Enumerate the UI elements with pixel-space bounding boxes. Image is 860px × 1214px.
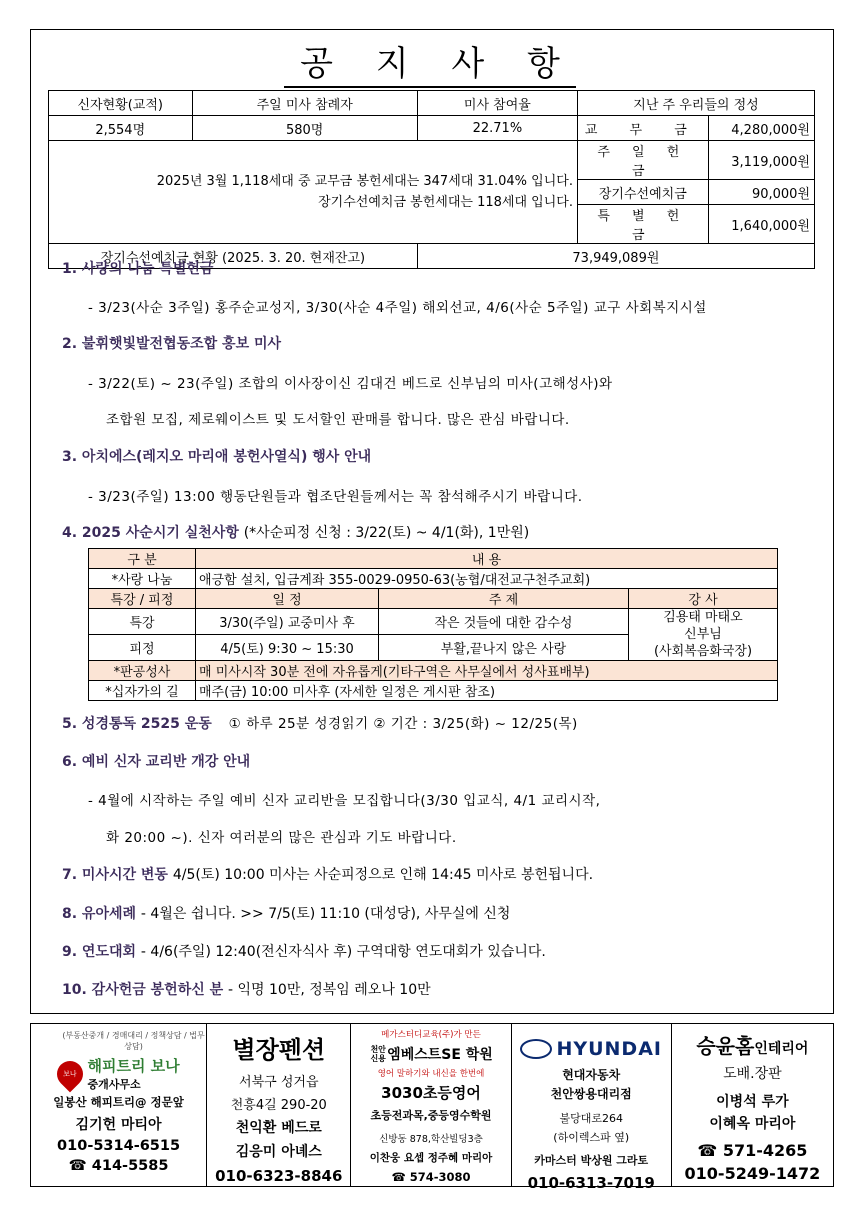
lent-row-label: *판공성사 [89,661,196,681]
offering-value: 3,119,000원 [708,141,814,180]
offering-label: 특 별 헌 금 [577,205,708,244]
ad-interior: 승윤홈인테리어 도배.장판 이병석 루가 이혜옥 마리아 ☎ 571-4265 010-5249-1472 [684,1034,821,1183]
header-offerings: 지난 주 우리들의 정성 [577,91,814,116]
section-7-text: 4/5(토) 10:00 미사는 사순피정으로 인해 14:45 미사로 봉헌됩니다. [172,867,594,883]
section-2-text-2: 조합원 모집, 제로웨이스트 및 도서할인 판매를 합니다. 많은 관심 바랍니다. [106,412,570,428]
ad-hyundai: HYUNDAI 현대자동차 천안쌍용대리점 불당대로264 (하이렉스파 옆) 카마스터 박상원 그라토 010-6313-7019 [512,1024,672,1186]
lent-speaker: 김용태 마태오 신부님 (사회복음화국장) [629,609,778,661]
members-value: 2,554명 [49,116,193,141]
section-5-text: ① 하루 25분 성경읽기 ② 기간 : 3/25(화) ~ 12/25(목) [228,716,578,732]
ad-pension: 별장펜션 서북구 성거읍 천흥4길 290-20 천익환 베드로 김응미 아녜스 010-6323-8846 [207,1024,351,1186]
section-9-text: - 4/6(주일) 12:40(전신자식사 후) 구역대항 연도대회가 있습니다. [140,944,546,960]
section-2-title: 2. 불휘햇빛발전협동조합 홍보 미사 [62,336,282,352]
household-note-2: 장기수선예치금 봉헌세대는 118세대 입니다. [318,195,573,210]
lent-row-label: *십자가의 길 [89,681,196,701]
lent-row-date: 3/30(주일) 교중미사 후 [196,609,379,635]
offering-value: 4,280,000원 [708,116,814,141]
fund-value: 73,949,089원 [417,244,814,269]
offering-value: 1,640,000원 [708,205,814,244]
lent-header-topic: 주 제 [379,589,629,609]
section-3-text: - 3/23(주일) 13:00 행동단원들과 협조단원들께서는 꼭 참석해주시기 바랍니다. [88,489,583,505]
hyundai-logo-icon [520,1039,552,1059]
section-4-title: 4. 2025 사순시기 실천사항 (*사순피정 신청 : 3/22(토) ~ 4/1(화), 1만원) [62,525,530,541]
section-3-title: 3. 아치에스(레지오 마리애 봉헌사열식) 행사 안내 [62,449,372,465]
header-members: 신자현황(교적) [49,91,193,116]
offering-label: 장기수선예치금 [577,180,708,205]
section-6-text-2: 화 20:00 ~). 신자 여러분의 많은 관심과 기도 바랍니다. [106,830,457,846]
fund-label: 장기수선예치금 현황 (2025. 3. 20. 현재잔고) [49,244,418,269]
lent-row-label: 피정 [89,635,196,661]
section-8-title: 8. 유아세례 - 4월은 쉽니다. >> 7/5(토) 11:10 (대성당), 사무실에 신청 [62,906,511,922]
lent-row-value: 매주(금) 10:00 미사후 (자세한 일정은 게시판 참조) [196,681,778,701]
lent-row-value: 애긍함 설치, 입금계좌 355-0029-0950-63(농협/대전교구천주교회) [196,569,778,589]
section-6-text-1: - 4월에 시작하는 주일 예비 신자 교리반을 모집합니다(3/30 입교식, 4/1 교리시작, [88,793,601,809]
offering-label: 교 무 금 [577,116,708,141]
ad-happytree: (부동산중개 / 경매대리 / 정책상담 / 법무상담) 보나 해피트리 보나 중개사무소 일봉산 해피트리@ 정문앞 김기헌 마티아 010-5314-6515 ☎ 414-5585 [31,1024,207,1186]
section-8-text: - 4월은 쉽니다. >> 7/5(토) 11:10 (대성당), 사무실에 신청 [140,906,511,922]
header-rate: 미사 참여율 [417,91,577,116]
lent-row-label: *사랑 나눔 [89,569,196,589]
page-title: 공 지 사 항 [0,36,860,85]
offering-label: 주 일 헌 금 [577,141,708,180]
lent-row-topic: 부활,끝나지 않은 사랑 [379,635,629,661]
ad-academy: 메가스터디교육(주)가 만든 천안 신용 엠베스트SE 학원 영어 말하기와 내신을 한번에 3030초등영어 초등전과목,중등영수학원 신방동 878,학산빌딩3층 이찬웅 요셉 정주혜 마리아 ☎ 574-3080 [351,1024,511,1186]
stats-table [48,90,815,269]
header-attendance: 주일 미사 참례자 [192,91,417,116]
lent-header-date: 일 정 [196,589,379,609]
rate-value: 22.71% [417,116,577,141]
lent-header-content: 내 용 [196,549,778,569]
section-10-title: 10. 감사헌금 봉헌하신 분 - 익명 10만, 정복임 레오나 10만 [62,982,431,998]
section-9-title: 9. 연도대회 - 4/6(주일) 12:40(전신자식사 후) 구역대항 연도대회가 있습니다. [62,944,546,960]
section-4-note: (*사순피정 신청 : 3/22(토) ~ 4/1(화), 1만원) [243,525,530,541]
section-7-title: 7. 미사시간 변동 4/5(토) 10:00 미사는 사순피정으로 인해 14:45 미사로 봉헌됩니다. [62,867,594,883]
lent-row-topic: 작은 것들에 대한 감수성 [379,609,629,635]
household-note-1: 2025년 3월 1,118세대 중 교무금 봉헌세대는 347세대 31.04% 입니다. [156,174,573,189]
lent-table [88,548,778,701]
heart-icon: 보나 [52,1055,89,1092]
lent-row-value: 매 미사시작 30분 전에 자유롭게(기타구역은 사무실에서 성사표배부) [196,661,778,681]
section-10-text: - 익명 10만, 정복임 레오나 10만 [228,982,431,998]
section-6-title: 6. 예비 신자 교리반 개강 안내 [62,754,251,770]
household-note [49,141,578,244]
attendance-value: 580명 [192,116,417,141]
lent-header-type: 특강 / 피정 [89,589,196,609]
section-1-text: - 3/23(사순 3주일) 홍주순교성지, 3/30(사순 4주일) 해외선교, 4/6(사순 5주일) 교구 사회복지시설 [88,300,707,316]
lent-row-label: 특강 [89,609,196,635]
lent-row-date: 4/5(토) 9:30 ~ 15:30 [196,635,379,661]
section-2-text-1: - 3/22(토) ~ 23(주일) 조합의 이사장이신 김대건 베드로 신부님의 미사(고해성사)와 [88,376,613,392]
sponsor-ads [30,1023,834,1192]
section-5-title: 5. 성경통독 2525 운동 ① 하루 25분 성경읽기 ② 기간 : 3/25(화) ~ 12/25(목) [62,716,578,732]
lent-header-speaker: 강 사 [629,589,778,609]
section-1-title: 1. 사랑의 나눔 특별헌금 [62,261,214,277]
lent-header-category: 구 분 [89,549,196,569]
offering-value: 90,000원 [708,180,814,205]
